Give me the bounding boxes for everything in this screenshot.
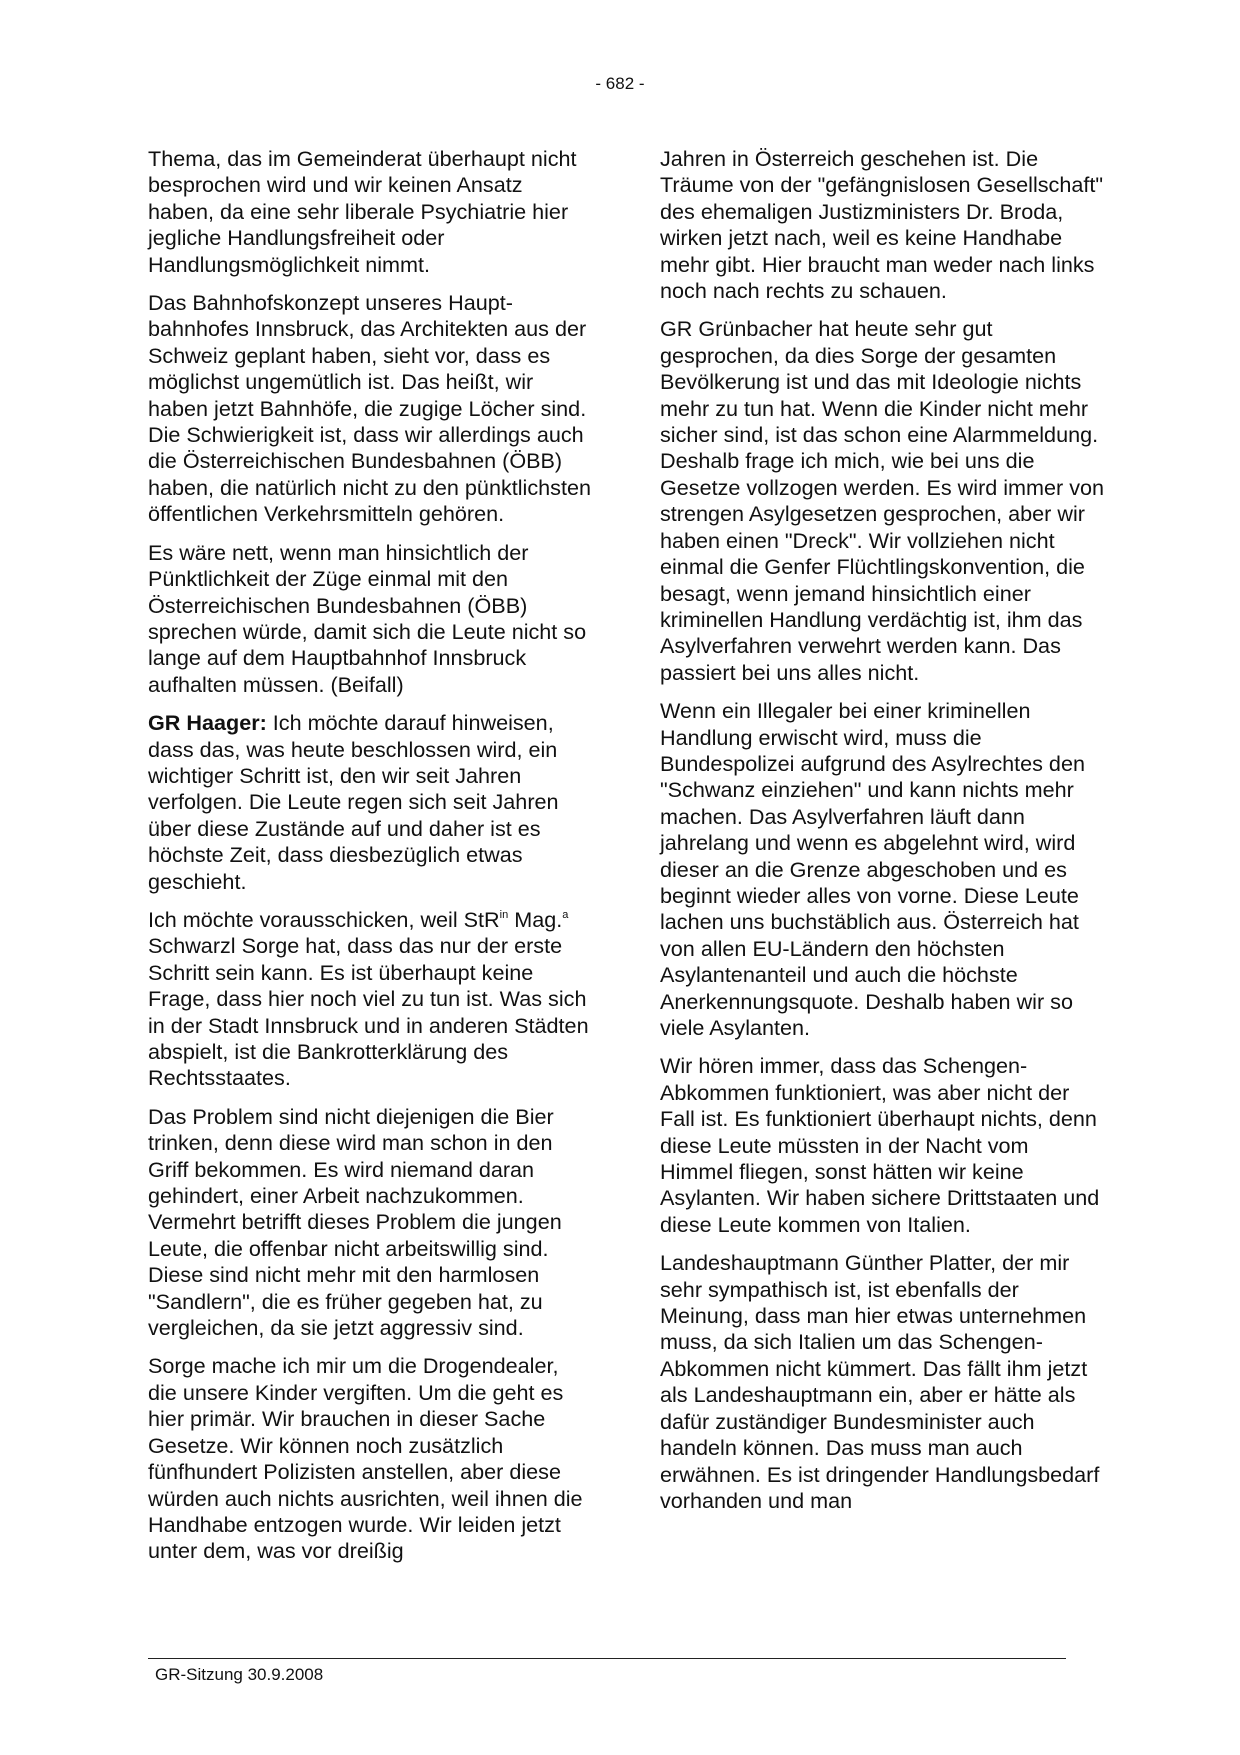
paragraph-platter: Landeshauptmann Günther Platter, der mir sehr sympathisch ist, ist ebenfalls der Meinung, dass man hier etwas unternehmen muss, da sich Italien um das Schengen-Abkommen nicht kümmert. Das fällt ihm jetzt als Landeshauptmann ein, aber er hätte als dafür zuständiger Bundesminister auch handeln können. Das muss man auch erwähnen. Es ist dringender Handlungsbedarf vorhanden und man xyxy=(660,1250,1100,1513)
page-number: - 682 - xyxy=(595,74,645,93)
paragraph-text: Ich möchte vorausschicken, weil StR xyxy=(148,906,500,932)
paragraph-problem: Das Problem sind nicht diejenigen die Bier trinken, denn diese wird man schon in den Griff bekommen. Es wird niemand daran gehindert, einer Arbeit nachzukommen. Vermehrt betrifft dieses Problem die jungen Leute, die offenbar nicht arbeitswillig sind. Diese sind nicht mehr mit den harmlosen "Sandlern", die es früher gegeben hat, zu vergleichen, da sie jetzt aggressiv sind. xyxy=(148,1103,562,1341)
superscript-marker: a xyxy=(562,908,569,921)
paragraph-drogendealer: Sorge mache ich mir um die Drogendealer, die unsere Kinder vergiften. Um die geht es hier primär. Wir brauchen in dieser Sache Gesetze. Wir können noch zusätzlich fünfhundert Polizisten anstellen, aber diese würden auch nichts ausrichten, weil ihnen die Handhabe entzogen wurde. Wir leiden jetzt unter dem, was vor dreißig xyxy=(148,1353,583,1564)
paragraph-gruenbacher: GR Grünbacher hat heute sehr gut gesprochen, da dies Sorge der gesamten Bevölkerung ist und das mit Ideologie nichts mehr zu tun hat. Wenn die Kinder nicht mehr sicher sind, ist das schon eine Alarmmeldung. Deshalb frage ich mich, wie bei uns die Gesetze vollzogen werden. Es wird immer von strengen Asylgesetzen gesprochen, aber wir haben einen "Dreck". Wir vollziehen nicht einmal die Genfer Flüchtlingskonvention, die besagt, wenn jemand hinsichtlich einer kriminellen Handlung verdächtig ist, ihm das Asylverfahren verwehrt werden kann. Das passiert bei uns alles nicht. xyxy=(660,316,1105,685)
right-column xyxy=(660,146,1105,1526)
footer-session-date: GR-Sitzung 30.9.2008 xyxy=(155,1665,324,1684)
paragraph-vorausschicken xyxy=(148,907,593,1092)
speaker-statement: Ich möchte darauf hinweisen, dass das, was heute beschlossen wird, ein wichtiger Schritt ist, den wir seit Jahren verfolgen. Die Leute regen sich seit Jahren über diese Zustände auf und daher ist es höchste Zeit, dass diesbezüglich etwas geschieht. xyxy=(148,710,559,894)
left-column xyxy=(148,146,593,1577)
superscript-marker: in xyxy=(499,908,509,921)
footer-divider xyxy=(148,1658,1066,1659)
paragraph-illegaler: Wenn ein Illegaler bei einer kriminellen Handlung erwischt wird, muss die Bundespolizei aufgrund des Asylrechtes den "Schwanz einziehen" und kann nichts mehr machen. Das Asylverfahren läuft dann jahrelang und wenn es abgelehnt wird, wird dieser an die Grenze abgeschoben und es beginnt wieder alles von vorne. Diese Leute lachen uns buchstäblich aus. Österreich hat von allen EU-Ländern den höchsten Asylantenanteil und auch die höchste Anerkennungsquote. Deshalb haben wir so viele Asylanten. xyxy=(660,698,1085,1040)
paragraph-haager xyxy=(148,710,593,895)
paragraph-bahnhofskonzept: Das Bahnhofskonzept unseres Hauptbahnhofes Innsbruck, das Architekten aus der Schweiz geplant haben, sieht vor, dass es möglichst ungemütlich ist. Das heißt, wir haben jetzt Bahnhöfe, die zugige Löcher sind. Die Schwierigkeit ist, dass wir allerdings auch die Österreichischen Bundesbahnen (ÖBB) haben, die natürlich nicht zu den pünktlichsten öffentlichen Verkehrsmitteln gehören. xyxy=(148,290,591,527)
paragraph-broda: Jahren in Österreich geschehen ist. Die Träume von der "gefängnislosen Gesellschaft" des ehemaligen Justizministers Dr. Broda, wirken jetzt nach, weil es keine Handhabe mehr gibt. Hier braucht man weder nach links noch nach rechts zu schauen. xyxy=(660,146,1104,304)
paragraph-text: Mag. xyxy=(508,906,563,932)
speaker-name: GR Haager: xyxy=(148,710,267,736)
paragraph-schengen: Wir hören immer, dass das Schengen-Abkommen funktioniert, was aber nicht der Fall ist. Es funktioniert überhaupt nichts, denn diese Leute müssten in der Nacht vom Himmel fliegen, sonst hätten wir keine Asylanten. Wir haben sichere Drittstaaten und diese Leute kommen von Italien. xyxy=(660,1053,1100,1237)
paragraph-psychiatrie: Thema, das im Gemeinderat überhaupt nicht besprochen wird und wir keinen Ansatz haben, da eine sehr liberale Psychiatrie hier jegliche Handlungsfreiheit oder Handlungsmöglichkeit nimmt. xyxy=(148,146,577,277)
paragraph-text: Schwarzl Sorge hat, dass das nur der erste Schritt sein kann. Es ist überhaupt keine Frage, dass hier noch viel zu tun ist. Was sich in der Stadt Innsbruck und in anderen Städten abspielt, ist die Bankrotterklärung des Rechtsstaates. xyxy=(148,933,589,1091)
paragraph-puenktlichkeit: Es wäre nett, wenn man hinsichtlich der Pünktlichkeit der Züge einmal mit den Österreichischen Bundesbahnen (ÖBB) sprechen würde, damit sich die Leute nicht so lange auf dem Hauptbahnhof Innsbruck aufhalten müssen. (Beifall) xyxy=(148,539,587,697)
